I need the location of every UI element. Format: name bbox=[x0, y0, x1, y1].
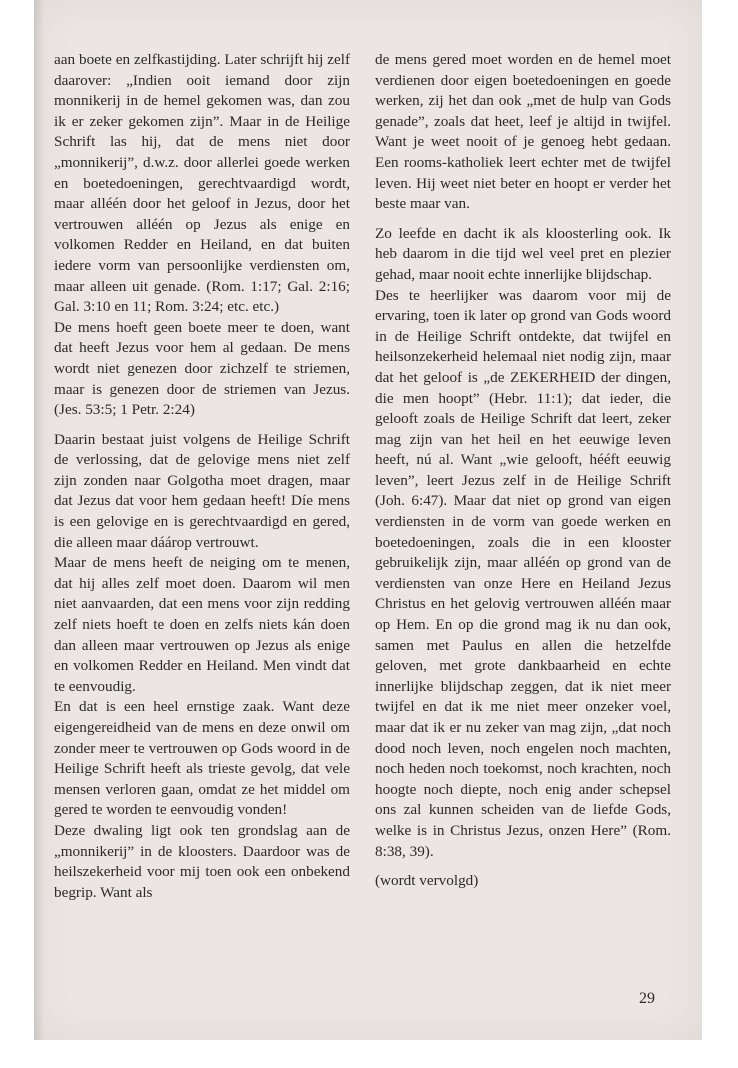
paragraph: Deze dwaling ligt ook ten grondslag aan de „monnikerij” in de kloosters. Daardoor was de heilszekerheid voor mij toen ook een onbekend begrip. Want als bbox=[54, 821, 350, 901]
page-spine-shadow bbox=[34, 0, 44, 1040]
right-column bbox=[375, 50, 671, 892]
paragraph: Maar de mens heeft de neiging om te menen, dat hij alles zelf moet doen. Daarom wil men niet aanvaarden, dat een mens voor zijn redding zelf niets hoeft te doen en zelfs niets kán doen dan alleen maar vertrouwen op Jezus als enige en volkomen Redder en Heiland. Men vindt dat te eenvoudig. bbox=[54, 554, 350, 695]
paragraph: De mens hoeft geen boete meer te doen, want dat heeft Jezus voor hem al gedaan. De mens wordt niet genezen door zichzelf te striemen, maar is genezen door de striemen van Jezus. (Jes. 53:5; 1 Petr. 2:24) bbox=[54, 318, 350, 419]
paragraph: Daarin bestaat juist volgens de Heilige Schrift de verlossing, dat de gelovige mens niet zelf zijn zonden naar Golgotha moet dragen, maar dat Jezus dat voor hem gedaan heeft! Díe mens is een gelovige en is gerechtvaardigd en gered, die alleen maar dáárop vertrouwt. bbox=[54, 430, 350, 551]
paragraph: Zo leefde en dacht ik als kloosterling ook. Ik heb daarom in die tijd wel veel pret en plezier gehad, maar nooit echte innerlijke blijdschap. bbox=[375, 224, 671, 283]
paragraph: aan boete en zelfkastijding. Later schrijft hij zelf daarover: „Indien ooit iemand door zijn monnikerij in de hemel gekomen was, dan zou ik er zeker gekomen zijn”. Maar in de Heilige Schrift las hij, dat de mens niet door „monnikerij”, d.w.z. door allerlei goede werken en boetedoeningen, gerechtvaardigd wordt, maar alléén door het geloof in Jezus, door het vertrouwen alléén op Jezus als enige en volkomen Redder en Heiland, en dat buiten iedere vorm van persoonlijke verdiensten om, maar alleen uit genade. (Rom. 1:17; Gal. 2:16; Gal. 3:10 en 11; Rom. 3:24; etc. etc.) bbox=[54, 51, 350, 316]
left-column bbox=[54, 50, 350, 903]
to-be-continued-note: (wordt vervolgd) bbox=[375, 872, 479, 890]
paragraph: Des te heerlijker was daarom voor mij de ervaring, toen ik later op grond van Gods woord in de Heilige Schrift ontdekte, dat twijfel en heilsonzekerheid helemaal niet nodig zijn, maar dat het geloof is „de ZEKERHEID der dingen, die men hoopt” (Hebr. 11:1); dat ieder, die gelooft zoals de Heilige Schrift dat leert, zeker mag zijn van het heil en het eeuwige leven heeft, nú al. Want „wie gelooft, hééft eeuwig leven”, leert Jezus zelf in de Heilige Schrift (Joh. 6:47). Maar dat niet op grond van eigen verdiensten in de vorm van goede werken en boetedoeningen, zoals die in een klooster gebruikelijk zijn, maar alléén op grond van de verdiensten van onze Here en Heiland Jezus Christus en het gelovig vertrouwen alléén maar op Hem. En op die grond mag ik nu dan ook, samen met Paulus en allen die hetzelfde geloven, met grote dankbaarheid en echte innerlijke blijdschap zeggen, dat ik niet meer twijfel en dat ik me niet meer onzeker voel, maar dat ik er nu zeker van mag zijn, „dat noch dood noch leven, noch engelen noch machten, noch heden noch toekomst, noch krachten, noch hoogte noch diepte, noch enig ander schepsel ons zal kunnen scheiden van de liefde Gods, welke is in Christus Jezus, onzen Here” (Rom. 8:38, 39). bbox=[375, 286, 671, 860]
page-number: 29 bbox=[639, 990, 655, 1007]
paragraph: de mens gered moet worden en de hemel moet verdienen door eigen boetedoeningen en goede werken, zij het dan ook „met de hulp van Gods genade”, zoals dat heet, leef je altijd in twijfel. Want je weet nooit of je genoeg hebt gedaan. Een rooms-katholiek leert echter met de twijfel leven. Hij weet niet beter en hoopt er verder het beste maar van. bbox=[375, 51, 671, 213]
paragraph: En dat is een heel ernstige zaak. Want deze eigengereidheid van de mens en deze onwil om zonder meer te vertrouwen op Gods woord in de Heilige Schrift heeft als trieste gevolg, dat vele mensen verloren gaan, omdat ze het middel om gered te worden te eenvoudig vonden! bbox=[54, 698, 350, 819]
